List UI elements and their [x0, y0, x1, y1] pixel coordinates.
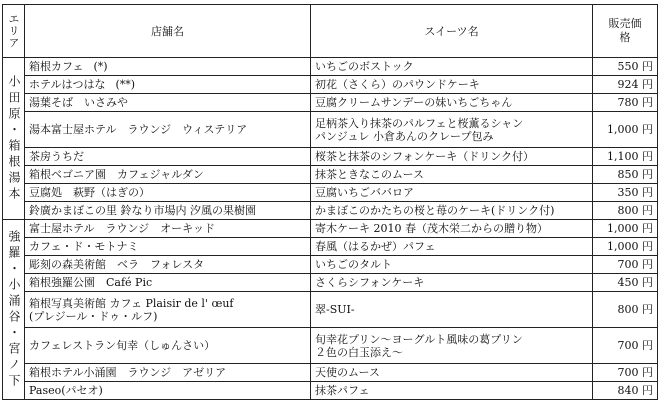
shop-cell	[25, 274, 311, 292]
table-row	[3, 238, 658, 256]
shop-name: 湯葉そば いさみや	[29, 96, 128, 109]
sweets-cell	[311, 364, 593, 382]
table-row	[3, 76, 658, 94]
table-row	[3, 184, 658, 202]
table-row	[3, 292, 658, 328]
table-row	[3, 220, 658, 238]
table-row	[3, 58, 658, 76]
sweets-name-line2: ２色の白玉添え～	[315, 345, 403, 359]
sweets-name: 足柄茶入り抹茶のパルフェと桜薫るシャン	[315, 116, 524, 130]
shop-name: カフェ・ド・モトナミ	[29, 240, 139, 253]
sweets-name: かまぼこのかたちの桜と苺のケーキ(ドリンク付)	[315, 204, 555, 217]
shop-cell	[25, 58, 311, 76]
shop-name: 富士屋ホテル ラウンジ オーキッド	[29, 222, 215, 235]
shop-name: 豆腐処 萩野（はぎの）	[29, 186, 150, 199]
table-row	[3, 274, 658, 292]
shop-cell	[25, 382, 311, 400]
sweets-cell	[311, 256, 593, 274]
shop-name: 茶房うちだ	[29, 150, 84, 163]
sweets-name: 桜茶と抹茶のシフォンケーキ（ドリンク付）	[315, 150, 535, 163]
price-cell: 700 円	[593, 328, 658, 364]
sweets-name: 抹茶ときなこのムース	[315, 168, 424, 181]
sweets-name: いちごのボストック	[315, 60, 414, 73]
shop-cell	[25, 328, 311, 364]
table-row	[3, 256, 658, 274]
shop-cell	[25, 202, 311, 220]
shop-cell	[25, 256, 311, 274]
shop-header: 店舗名	[25, 5, 311, 58]
sweets-cell	[311, 220, 593, 238]
shop-name: カフェレストラン旬幸（しゅんさい）	[29, 339, 216, 352]
sweets-cell	[311, 274, 593, 292]
price-cell: 1,000 円	[593, 238, 658, 256]
table-row	[3, 166, 658, 184]
shop-name: 湯本富士屋ホテル ラウンジ ウィステリア	[29, 123, 248, 136]
shop-mark: (*)	[93, 60, 108, 73]
shop-cell	[25, 292, 311, 328]
sweets-header: スイーツ名	[311, 5, 593, 58]
shop-cell	[25, 364, 311, 382]
shop-name: ホテルはつはな	[29, 78, 106, 91]
price-cell: 1,000 円	[593, 220, 658, 238]
shop-cell	[25, 238, 311, 256]
price-cell: 450 円	[593, 274, 658, 292]
shop-name: Paseo(パセオ)	[29, 384, 103, 397]
header-row	[3, 5, 658, 58]
shop-cell	[25, 148, 311, 166]
area-header: エリア	[3, 5, 25, 58]
shop-cell	[25, 112, 311, 148]
price-header-line1: 販売価	[608, 17, 642, 30]
sweets-name: 抹茶パフェ	[315, 384, 370, 397]
area-cell: 小田原・箱根湯本	[3, 58, 25, 220]
price-cell: 700 円	[593, 364, 658, 382]
sweets-name: 豆腐いちごババロア	[315, 186, 414, 199]
sweets-cell	[311, 328, 593, 364]
shop-cell	[25, 184, 311, 202]
shop-cell	[25, 166, 311, 184]
price-cell: 800 円	[593, 202, 658, 220]
sweets-cell	[311, 184, 593, 202]
sweets-name-line2: パンジュレ 小倉あんのクレープ包み	[315, 129, 494, 143]
sweets-cell	[311, 166, 593, 184]
price-cell: 700 円	[593, 256, 658, 274]
sweets-name: 旬幸花プリン～ヨーグルト風味の葛プリン	[315, 332, 523, 346]
price-cell: 800 円	[593, 292, 658, 328]
shop-name: 箱根強羅公園 Café Pic	[29, 276, 153, 289]
sweets-name: 天使のムース	[315, 366, 380, 379]
shop-cell	[25, 94, 311, 112]
table-row	[3, 202, 658, 220]
table-row	[3, 112, 658, 148]
shop-name-line2: (プレジール・ドゥ・ルフ)	[29, 309, 158, 323]
sweets-name: 初花（さくら）のパウンドケーキ	[315, 78, 480, 91]
shop-name: 彫刻の森美術館 ベラ フォレスタ	[29, 258, 205, 271]
shop-name: 箱根ベゴニア園 カフェジャルダン	[29, 168, 204, 181]
sweets-name: 寄木ケーキ 2010 春（茂木栄二からの贈り物）	[315, 222, 548, 235]
sweets-cell	[311, 94, 593, 112]
sweets-cell	[311, 292, 593, 328]
table-row	[3, 148, 658, 166]
sweets-cell	[311, 76, 593, 94]
sweets-table	[2, 4, 658, 400]
table-row	[3, 382, 658, 400]
sweets-name: 翠-SUI-	[315, 303, 355, 316]
price-cell: 850 円	[593, 166, 658, 184]
sweets-cell	[311, 238, 593, 256]
price-cell: 924 円	[593, 76, 658, 94]
price-header	[593, 5, 658, 58]
table-row	[3, 328, 658, 364]
shop-name: 箱根ホテル小涌園 ラウンジ アゼリア	[29, 366, 227, 379]
sweets-name: 豆腐クリームサンデーの妹いちごちゃん	[315, 96, 513, 109]
area-cell: 強羅・小涌谷・宮ノ下	[3, 220, 25, 400]
sweets-cell	[311, 112, 593, 148]
table-row	[3, 94, 658, 112]
price-cell: 1,000 円	[593, 112, 658, 148]
price-cell: 350 円	[593, 184, 658, 202]
shop-cell	[25, 220, 311, 238]
shop-cell	[25, 76, 311, 94]
shop-name: 箱根写真美術館 カフェ Plaisir de l' œuf	[29, 296, 234, 310]
sweets-cell	[311, 58, 593, 76]
price-cell: 780 円	[593, 94, 658, 112]
price-cell: 550 円	[593, 58, 658, 76]
sweets-cell	[311, 382, 593, 400]
sweets-cell	[311, 148, 593, 166]
price-cell: 1,100 円	[593, 148, 658, 166]
shop-mark: (**)	[115, 78, 136, 91]
table-row	[3, 364, 658, 382]
shop-name: 鈴廣かまぼこの里 鈴なり市場内 汐風の果樹園	[29, 204, 256, 217]
sweets-cell	[311, 202, 593, 220]
sweets-name: さくらシフォンケーキ	[315, 276, 425, 289]
price-cell: 840 円	[593, 382, 658, 400]
price-header-line2: 格	[619, 31, 631, 44]
sweets-name: 春風（はるかぜ）パフェ	[315, 240, 436, 253]
sweets-name: いちごのタルト	[315, 258, 392, 271]
shop-name: 箱根カフェ	[29, 60, 84, 73]
